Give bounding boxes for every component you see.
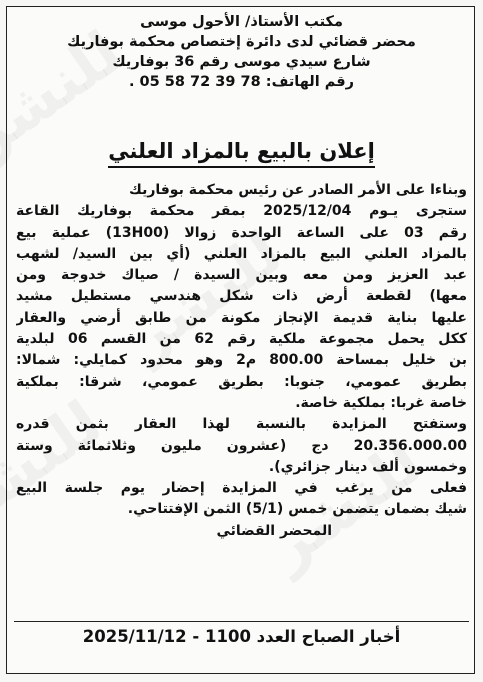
title-container: [0, 137, 483, 168]
office-address: شارع سيدي موسى رقم 36 بوفاريك: [112, 54, 371, 70]
body-line: عبد العزيز ومن معه وبين السيدة / صياك خدوجة ومن: [16, 267, 467, 284]
signature-line: المحضر القضائي: [216, 522, 332, 539]
notice-body: [16, 180, 467, 542]
notice-title: إعلان بالبيع بالمزاد العلني: [108, 137, 375, 168]
footer-divider: [14, 621, 469, 622]
body-line: شيك بضمان يتضمن خمس (5/1) الثمن الإفتتاحي.: [127, 501, 467, 518]
body-line: 20.356.000.00 دج (عشرون مليون وثلاثمائة وستة: [16, 437, 467, 454]
body-line: فعلى من يرغب في المزايدة إحضار يوم جلسة البيع: [16, 480, 467, 497]
body-line: وبناءا على الأمر الصادر عن رئيس محكمة بوفاريك: [129, 182, 467, 198]
body-line: وستفتح المزايدة بالنسبة لهذا العقار بثمن قدره: [16, 416, 467, 433]
body-line: ستجرى يـوم 2025/12/04 بمقر محكمة بوفاريك القاعة: [16, 203, 467, 220]
office-phone: رقم الهاتف: 78 39 72 58 05 .: [128, 74, 354, 90]
body-line: بالمزاد العلني البيع بالمزاد العلني (أي بين السيد/ لشهب: [16, 245, 467, 262]
body-line: بطريق عمومي، جنوبا: بطريق عمومي، شرقا: بملكية: [16, 373, 467, 390]
notice-header: [0, 12, 483, 92]
office-name: مكتب الأستاذ/ الأحول موسى: [140, 14, 343, 30]
body-line: معها) لقطعة أرض ذات شكل هندسي مستطيل مشيد: [16, 288, 467, 305]
body-line: بن خليل بمساحة 800.00 م2 وهو محدود كمايلي: شمالا:: [16, 352, 467, 369]
body-line: رقم 03 على الساعة الواحدة زوالا (13H00) عملية بيع: [16, 224, 467, 241]
body-line: خاصة غربا: بملكية خاصة.: [295, 394, 467, 411]
bailiff-role: محضر قضائي لدى دائرة إختصاص محكمة بوفاريك: [67, 34, 416, 50]
body-line: وخمسون ألف دينار جزائري).: [268, 458, 467, 475]
publication-footer: أخبار الصباح العدد 1100 - 2025/11/12: [82, 627, 401, 646]
body-line: عليها بناية قديمة الإنجاز مكونة من طابق أرضي والعقار: [16, 309, 467, 326]
body-line: ككل يحمل مجموعة ملكية رقم 62 من القسم 06 لبلدية: [16, 331, 467, 348]
